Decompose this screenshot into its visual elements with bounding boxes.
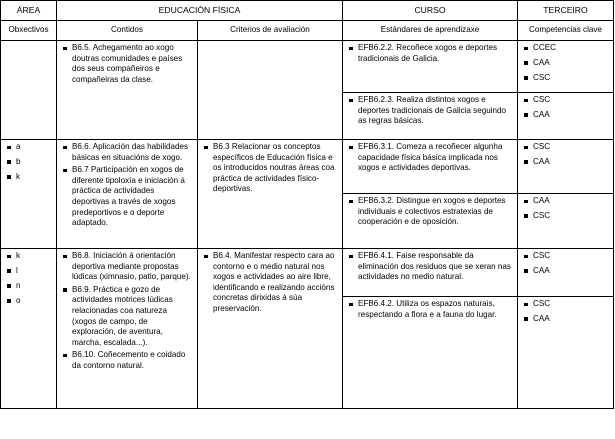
competence-item: CSC	[522, 251, 609, 262]
competence-item: CSC	[522, 142, 609, 153]
competences-cell	[518, 93, 614, 140]
competences-cell	[518, 140, 614, 194]
contents-cell	[57, 140, 198, 249]
standard-item: EFB6.2.2. Recoñece xogos e deportes tradicionais de Galicia.	[347, 43, 513, 64]
competence-item: CAA	[522, 157, 609, 168]
standard-item: EFB6.3.1. Comeza a recoñecer algunha capacidade física básica implicada nos xogos e actividades deportivas.	[347, 142, 513, 174]
objectives-cell	[1, 140, 57, 249]
content-item: B6.5. Achegamento ao xogo doutras comunidades e países dos seus compañeiros e compañeiras da clase.	[61, 43, 193, 85]
header-course-value: TERCEIRO	[518, 1, 614, 21]
header-subject: EDUCACIÓN FÍSICA	[57, 1, 343, 21]
standard-item: EFB6.3.2. Distingue en xogos e deportes individuais e colectivos estratexias de cooperación e de oposición.	[347, 196, 513, 228]
competence-item: CSC	[522, 95, 609, 106]
criteria-cell	[198, 140, 343, 249]
subheader-contents: Contidos	[57, 21, 198, 41]
subheader-row	[1, 21, 614, 41]
contents-cell	[57, 249, 198, 409]
standard-cell	[343, 41, 518, 93]
competences-cell	[518, 194, 614, 249]
subheader-competences: Competencias clave	[518, 21, 614, 41]
standard-cell	[343, 297, 518, 409]
objective-item: k	[5, 251, 52, 262]
competence-item: CSC	[522, 211, 609, 222]
competence-item: CSC	[522, 299, 609, 310]
objective-item: a	[5, 142, 52, 153]
competence-item: CAA	[522, 314, 609, 325]
competence-item: CAA	[522, 266, 609, 277]
standard-cell	[343, 93, 518, 140]
standard-cell	[343, 194, 518, 249]
objective-item: l	[5, 266, 52, 277]
competence-item: CAA	[522, 196, 609, 207]
criteria-item: B6.4. Manifestar respecto cara ao contorno e o medio natural nos xogos e actividades ao aire libre, identificando e realizando accións concretas dirixidas á súa preservación.	[202, 251, 338, 315]
objective-item: o	[5, 296, 52, 307]
contents-cell	[57, 41, 198, 140]
competences-cell	[518, 249, 614, 297]
competences-cell	[518, 41, 614, 93]
criteria-cell	[198, 249, 343, 409]
objectives-cell	[1, 249, 57, 409]
content-item: B6.10. Coñecemento e coidado da contorno natural.	[61, 350, 193, 371]
competence-item: CCEC	[522, 43, 609, 54]
competence-item: CSC	[522, 73, 609, 84]
competences-cell	[518, 297, 614, 409]
competence-item: CAA	[522, 58, 609, 69]
standard-item: EFB6.4.2. Utiliza os espazos naturais, respectando a flora e a fauna do lugar.	[347, 299, 513, 320]
header-row	[1, 1, 614, 21]
standard-item: EFB6.4.1. Faise responsable da eliminación dos residuos que se xeran nas actividades no medio natural.	[347, 251, 513, 283]
content-item: B6.8. Iniciación á orientación deportiva mediante propostas lúdicas (ximnasio, patio, parque).	[61, 251, 193, 283]
table-row	[1, 249, 614, 297]
objectives-cell	[1, 41, 57, 140]
table-row	[1, 41, 614, 93]
content-item: B6.7 Participación en xogos de diferente tipoloxía e iniciación á práctica de actividades deportivas a través de xogos predeportivos e o deporte adaptado.	[61, 165, 193, 229]
criteria-cell	[198, 41, 343, 140]
standard-cell	[343, 249, 518, 297]
table-row	[1, 140, 614, 194]
criteria-item: B6.3 Relacionar os conceptos específicos de Educación física e os introducidos noutras áreas coa práctica de actividades físico-deportivas.	[202, 142, 338, 195]
competence-item: CAA	[522, 110, 609, 121]
content-item: B6.6. Aplicación das habilidades básicas en situacións de xogo.	[61, 142, 193, 163]
subheader-criteria: Criterios de avaliación	[198, 21, 343, 41]
content-item: B6.9. Práctica e gozo de actividades motrices lúdicas relacionadas coa natureza (xogos de campo, de exploración, de aventura, marcha, escalada...).	[61, 285, 193, 349]
objective-item: n	[5, 281, 52, 292]
header-area: ÁREA	[1, 1, 57, 21]
standard-item: EFB6.2.3. Realiza distintos xogos e deportes tradicionais de Galicia seguindo as regras básicas.	[347, 95, 513, 127]
header-course: CURSO	[343, 1, 518, 21]
standard-cell	[343, 140, 518, 194]
objective-item: k	[5, 172, 52, 183]
subheader-standards: Estándares de aprendizaxe	[343, 21, 518, 41]
objective-item: b	[5, 157, 52, 168]
subheader-objectives: Obxectivos	[1, 21, 57, 41]
